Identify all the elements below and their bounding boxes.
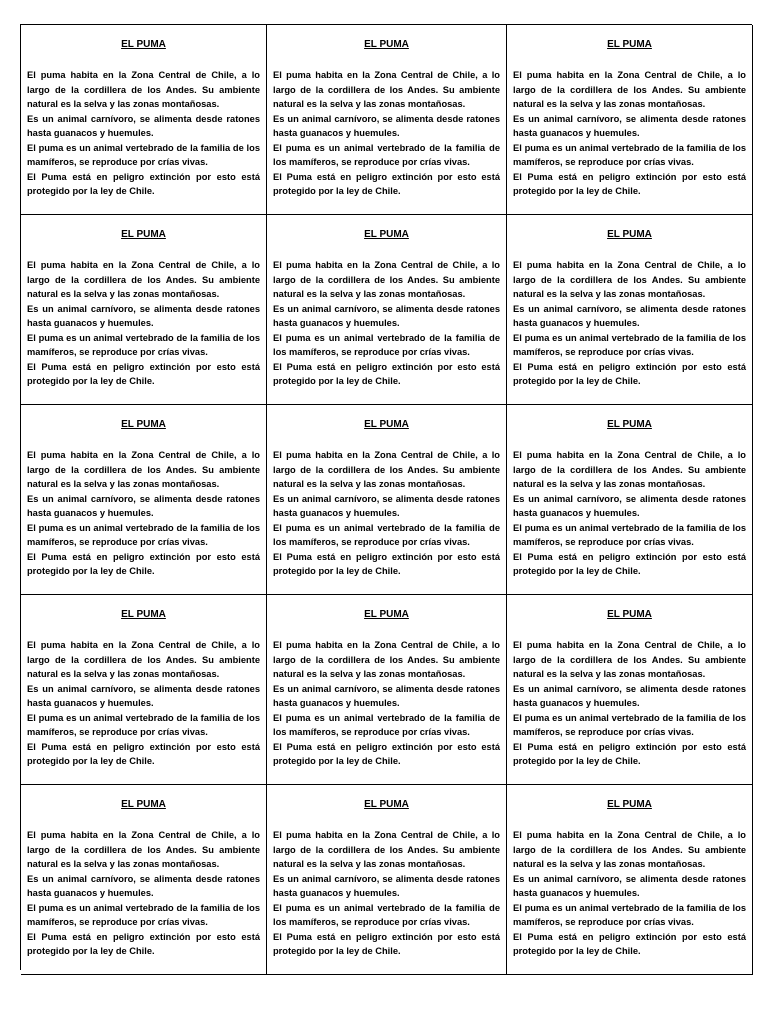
card-paragraph: El Puma está en peligro extinción por esto está protegido por la ley de Chile.	[513, 361, 746, 386]
card-paragraph: El puma es un animal vertebrado de la familia de los mamíferos, se reproduce por crías vivas.	[513, 522, 746, 547]
puma-card	[507, 25, 753, 215]
card-paragraph: El Puma está en peligro extinción por esto está protegido por la ley de Chile.	[513, 741, 746, 766]
card-paragraph: El Puma está en peligro extinción por esto está protegido por la ley de Chile.	[273, 741, 500, 766]
card-paragraph: El puma es un animal vertebrado de la familia de los mamíferos, se reproduce por crías vivas.	[27, 142, 260, 167]
puma-card	[507, 405, 753, 595]
puma-card	[21, 595, 267, 785]
puma-card	[267, 25, 507, 215]
card-paragraph: Es un animal carnívoro, se alimenta desde ratones hasta guanacos y huemules.	[513, 493, 746, 518]
card-paragraph: Es un animal carnívoro, se alimenta desde ratones hasta guanacos y huemules.	[273, 303, 500, 328]
card-paragraph: El puma es un animal vertebrado de la familia de los mamíferos, se reproduce por crías vivas.	[273, 142, 500, 167]
card-paragraph: El puma habita en la Zona Central de Chile, a lo largo de la cordillera de los Andes. Su ambiente natural es la selva y las zonas montañosas.	[273, 260, 500, 299]
card-paragraph: Es un animal carnívoro, se alimenta desde ratones hasta guanacos y huemules.	[513, 303, 746, 328]
card-paragraph: El puma es un animal vertebrado de la familia de los mamíferos, se reproduce por crías vivas.	[273, 332, 500, 357]
card-paragraph: El puma es un animal vertebrado de la familia de los mamíferos, se reproduce por crías vivas.	[513, 902, 746, 927]
card-title: EL PUMA	[121, 609, 166, 620]
card-paragraph: El Puma está en peligro extinción por esto está protegido por la ley de Chile.	[273, 551, 500, 576]
card-paragraph: El puma es un animal vertebrado de la familia de los mamíferos, se reproduce por crías vivas.	[513, 332, 746, 357]
card-paragraph: El puma habita en la Zona Central de Chile, a lo largo de la cordillera de los Andes. Su ambiente natural es la selva y las zonas montañosas.	[513, 260, 746, 299]
puma-card	[21, 25, 267, 215]
card-paragraph: El Puma está en peligro extinción por esto está protegido por la ley de Chile.	[27, 741, 260, 766]
card-paragraph: Es un animal carnívoro, se alimenta desde ratones hasta guanacos y huemules.	[27, 873, 260, 898]
card-paragraph: El Puma está en peligro extinción por esto está protegido por la ley de Chile.	[27, 551, 260, 576]
card-title: EL PUMA	[121, 419, 166, 430]
card-paragraph: El puma habita en la Zona Central de Chile, a lo largo de la cordillera de los Andes. Su ambiente natural es la selva y las zonas montañosas.	[27, 260, 260, 299]
card-paragraph: Es un animal carnívoro, se alimenta desde ratones hasta guanacos y huemules.	[27, 303, 260, 328]
card-paragraph: Es un animal carnívoro, se alimenta desde ratones hasta guanacos y huemules.	[513, 683, 746, 708]
card-paragraph: El puma es un animal vertebrado de la familia de los mamíferos, se reproduce por crías vivas.	[273, 712, 500, 737]
card-title: EL PUMA	[364, 419, 409, 430]
card-paragraph: El puma habita en la Zona Central de Chile, a lo largo de la cordillera de los Andes. Su ambiente natural es la selva y las zonas montañosas.	[27, 640, 260, 679]
card-paragraph: El Puma está en peligro extinción por esto está protegido por la ley de Chile.	[513, 171, 746, 196]
card-paragraph: El puma habita en la Zona Central de Chile, a lo largo de la cordillera de los Andes. Su ambiente natural es la selva y las zonas montañosas.	[27, 830, 260, 869]
card-paragraph: El puma habita en la Zona Central de Chile, a lo largo de la cordillera de los Andes. Su ambiente natural es la selva y las zonas montañosas.	[273, 640, 500, 679]
puma-card	[267, 215, 507, 405]
card-paragraph: El Puma está en peligro extinción por esto está protegido por la ley de Chile.	[27, 931, 260, 956]
card-paragraph: Es un animal carnívoro, se alimenta desde ratones hasta guanacos y huemules.	[273, 493, 500, 518]
card-paragraph: Es un animal carnívoro, se alimenta desde ratones hasta guanacos y huemules.	[513, 113, 746, 138]
card-paragraph: El puma es un animal vertebrado de la familia de los mamíferos, se reproduce por crías vivas.	[27, 522, 260, 547]
card-title: EL PUMA	[364, 609, 409, 620]
card-paragraph: Es un animal carnívoro, se alimenta desde ratones hasta guanacos y huemules.	[273, 113, 500, 138]
puma-card	[507, 595, 753, 785]
card-paragraph: El puma habita en la Zona Central de Chile, a lo largo de la cordillera de los Andes. Su ambiente natural es la selva y las zonas montañosas.	[513, 830, 746, 869]
card-paragraph: El Puma está en peligro extinción por esto está protegido por la ley de Chile.	[273, 931, 500, 956]
puma-card	[507, 785, 753, 975]
puma-card	[267, 405, 507, 595]
card-paragraph: Es un animal carnívoro, se alimenta desde ratones hasta guanacos y huemules.	[273, 683, 500, 708]
card-paragraph: El Puma está en peligro extinción por esto está protegido por la ley de Chile.	[273, 361, 500, 386]
card-paragraph: El Puma está en peligro extinción por esto está protegido por la ley de Chile.	[273, 171, 500, 196]
card-paragraph: El puma es un animal vertebrado de la familia de los mamíferos, se reproduce por crías vivas.	[273, 522, 500, 547]
card-paragraph: El puma habita en la Zona Central de Chile, a lo largo de la cordillera de los Andes. Su ambiente natural es la selva y las zonas montañosas.	[513, 640, 746, 679]
card-title: EL PUMA	[607, 419, 652, 430]
puma-card	[267, 785, 507, 975]
card-paragraph: El puma habita en la Zona Central de Chile, a lo largo de la cordillera de los Andes. Su ambiente natural es la selva y las zonas montañosas.	[513, 70, 746, 109]
card-paragraph: El puma es un animal vertebrado de la familia de los mamíferos, se reproduce por crías vivas.	[27, 332, 260, 357]
card-title: EL PUMA	[364, 799, 409, 810]
card-paragraph: El puma habita en la Zona Central de Chile, a lo largo de la cordillera de los Andes. Su ambiente natural es la selva y las zonas montañosas.	[273, 830, 500, 869]
card-paragraph: El puma habita en la Zona Central de Chile, a lo largo de la cordillera de los Andes. Su ambiente natural es la selva y las zonas montañosas.	[513, 450, 746, 489]
puma-card	[267, 595, 507, 785]
card-sheet	[20, 24, 752, 970]
card-paragraph: El puma es un animal vertebrado de la familia de los mamíferos, se reproduce por crías vivas.	[273, 902, 500, 927]
card-paragraph: El Puma está en peligro extinción por esto está protegido por la ley de Chile.	[513, 551, 746, 576]
puma-card	[21, 215, 267, 405]
card-title: EL PUMA	[121, 799, 166, 810]
card-paragraph: Es un animal carnívoro, se alimenta desde ratones hasta guanacos y huemules.	[27, 493, 260, 518]
card-paragraph: El puma es un animal vertebrado de la familia de los mamíferos, se reproduce por crías vivas.	[27, 712, 260, 737]
card-paragraph: El puma es un animal vertebrado de la familia de los mamíferos, se reproduce por crías vivas.	[27, 902, 260, 927]
card-paragraph: El puma habita en la Zona Central de Chile, a lo largo de la cordillera de los Andes. Su ambiente natural es la selva y las zonas montañosas.	[273, 450, 500, 489]
card-title: EL PUMA	[607, 229, 652, 240]
puma-card	[21, 405, 267, 595]
card-paragraph: El Puma está en peligro extinción por esto está protegido por la ley de Chile.	[513, 931, 746, 956]
card-paragraph: Es un animal carnívoro, se alimenta desde ratones hasta guanacos y huemules.	[513, 873, 746, 898]
card-paragraph: Es un animal carnívoro, se alimenta desde ratones hasta guanacos y huemules.	[27, 683, 260, 708]
puma-card	[21, 785, 267, 975]
card-title: EL PUMA	[364, 229, 409, 240]
card-title: EL PUMA	[364, 39, 409, 50]
card-paragraph: Es un animal carnívoro, se alimenta desde ratones hasta guanacos y huemules.	[273, 873, 500, 898]
card-title: EL PUMA	[607, 799, 652, 810]
card-paragraph: El puma habita en la Zona Central de Chile, a lo largo de la cordillera de los Andes. Su ambiente natural es la selva y las zonas montañosas.	[273, 70, 500, 109]
card-paragraph: Es un animal carnívoro, se alimenta desde ratones hasta guanacos y huemules.	[27, 113, 260, 138]
card-paragraph: El puma es un animal vertebrado de la familia de los mamíferos, se reproduce por crías vivas.	[513, 712, 746, 737]
card-title: EL PUMA	[607, 609, 652, 620]
puma-card	[507, 215, 753, 405]
card-title: EL PUMA	[121, 39, 166, 50]
card-title: EL PUMA	[607, 39, 652, 50]
card-paragraph: El puma habita en la Zona Central de Chile, a lo largo de la cordillera de los Andes. Su ambiente natural es la selva y las zonas montañosas.	[27, 450, 260, 489]
card-paragraph: El Puma está en peligro extinción por esto está protegido por la ley de Chile.	[27, 171, 260, 196]
card-title: EL PUMA	[121, 229, 166, 240]
card-paragraph: El puma habita en la Zona Central de Chile, a lo largo de la cordillera de los Andes. Su ambiente natural es la selva y las zonas montañosas.	[27, 70, 260, 109]
card-paragraph: El Puma está en peligro extinción por esto está protegido por la ley de Chile.	[27, 361, 260, 386]
card-paragraph: El puma es un animal vertebrado de la familia de los mamíferos, se reproduce por crías vivas.	[513, 142, 746, 167]
